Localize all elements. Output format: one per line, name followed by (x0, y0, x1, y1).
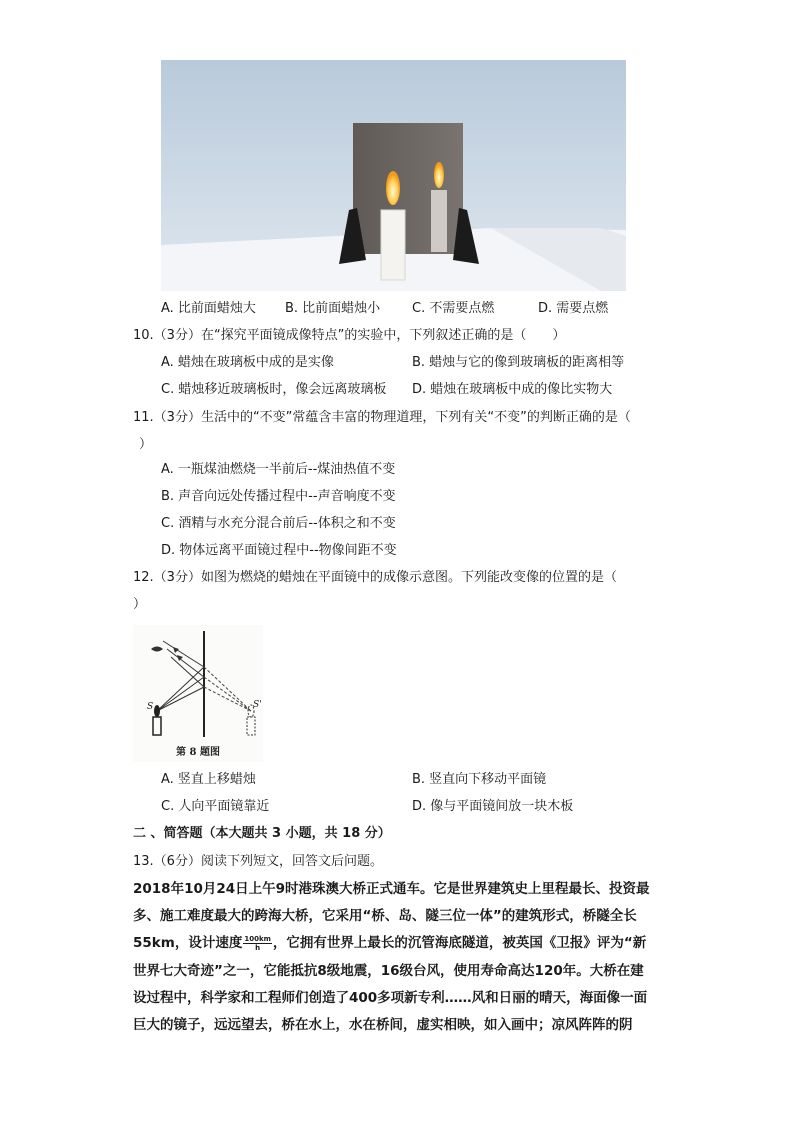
q11-option-c: C. 酒精与水充分混合前后--体积之和不变 (161, 516, 396, 531)
q13-para-line-6: 巨大的镜子，远远望去，桥在水上，水在桥间，虚实相映，如入画中；凉风阵阵的阴 (133, 1017, 633, 1033)
q10-option-b: B. 蜡烛与它的像到玻璃板的距离相等 (412, 355, 625, 370)
speed-fraction (243, 935, 272, 952)
q10-option-d: D. 蜡烛在玻璃板中成的像比实物大 (412, 382, 613, 397)
q13-line3-end: ，它拥有世界上最长的沉管海底隧道，被英国《卫报》评为“新 (272, 935, 647, 951)
candle-mirror-photo (161, 60, 626, 291)
q9-option-a: A. 比前面蜡烛大 (161, 301, 256, 316)
label-s-prime: S' (253, 700, 262, 710)
q10-option-c: C. 蜡烛移近玻璃板时，像会远离玻璃板 (161, 382, 387, 397)
q13-line3-start: 55km，设计速度 (133, 935, 243, 951)
q13-stem: 13.（6分）阅读下列短文，回答文后问题。 (133, 854, 383, 869)
figure-caption: 第 8 题图 (176, 747, 220, 758)
q9-option-c: C. 不需要点燃 (412, 301, 495, 316)
q13-para-line-1: 2018年10月24日上午9时港珠澳大桥正式通车。它是世界建筑史上里程最长、投资最 (133, 881, 650, 897)
q9-option-b: B. 比前面蜡烛小 (285, 301, 381, 316)
q12-option-c: C. 人向平面镜靠近 (161, 799, 270, 814)
q10-stem: 10.（3分）在“探究平面镜成像特点”的实验中，下列叙述正确的是（ ） (133, 328, 566, 343)
q12-stem-cont: ） (133, 597, 147, 612)
q13-para-line-4: 世界七大奇迹”之一，它能抵抗8级地震，16级台风，使用寿命高达120年。大桥在建 (133, 963, 644, 979)
mirror-ray-diagram (133, 625, 263, 762)
q13-para-line-2: 多、施工难度最大的跨海大桥，它采用“桥、岛、隧三位一体”的建筑形式，桥隧全长 (133, 908, 637, 924)
fraction-denominator: h (255, 943, 261, 952)
q13-para-line-3 (133, 934, 646, 952)
q12-stem: 12.（3分）如图为燃烧的蜡烛在平面镜中的成像示意图。下列能改变像的位置的是（ (133, 570, 617, 585)
q11-option-b: B. 声音向远处传播过程中--声音响度不变 (161, 489, 396, 504)
q12-option-d: D. 像与平面镜间放一块木板 (412, 799, 574, 814)
q12-option-b: B. 竖直向下移动平面镜 (412, 772, 547, 787)
label-s: S (147, 702, 154, 712)
q10-option-a: A. 蜡烛在玻璃板中成的是实像 (161, 355, 334, 370)
fraction-numerator: 100km (244, 934, 271, 943)
q11-stem-cont: ） (139, 437, 153, 452)
q11-stem: 11.（3分）生活中的“不变”常蕴含丰富的物理道理，下列有关“不变”的判断正确的是（ (133, 410, 631, 425)
q11-option-a: A. 一瓶煤油燃烧一半前后--煤油热值不变 (161, 462, 396, 477)
q11-option-d: D. 物体远离平面镜过程中--物像间距不变 (161, 543, 397, 558)
section-heading: 二 、简答题（本大题共 3 小题，共 18 分） (133, 826, 391, 841)
q12-option-a: A. 竖直上移蜡烛 (161, 772, 256, 787)
q13-para-line-5: 设过程中，科学家和工程师们创造了400多项新专利……风和日丽的晴天，海面像一面 (133, 990, 648, 1006)
q9-option-d: D. 需要点燃 (538, 301, 609, 316)
